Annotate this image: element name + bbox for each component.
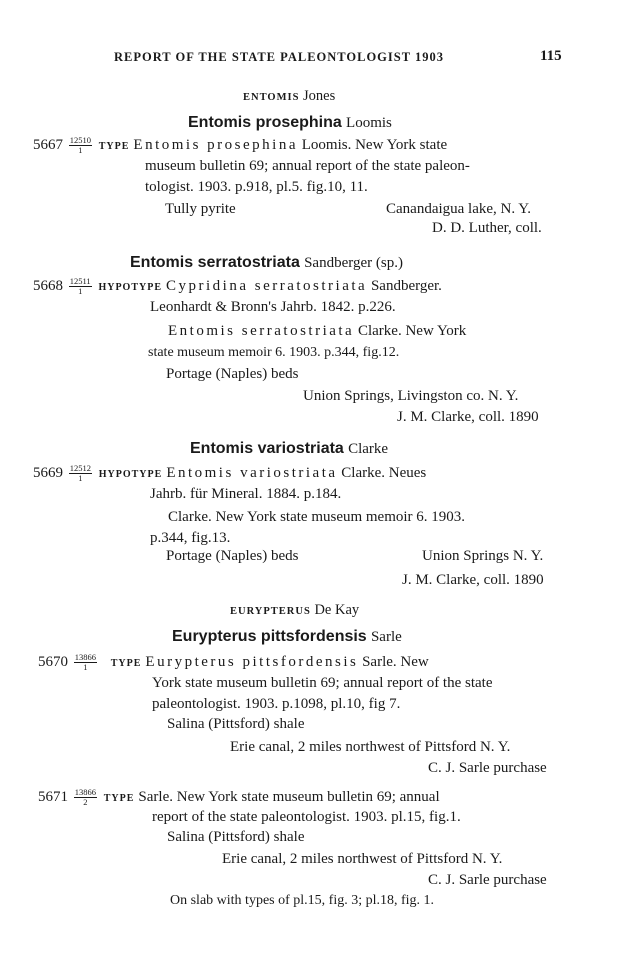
species-name: Entomis prosephina <box>188 114 342 131</box>
type-tag: TYPE <box>110 657 142 669</box>
species-heading <box>190 438 388 458</box>
specimen-note: On slab with types of pl.15, fig. 3; pl.18, fig. 1. <box>170 893 435 908</box>
running-header: REPORT OF THE STATE PALEONTOLOGIST 1903 <box>114 50 444 64</box>
citation-line: Jahrb. für Mineral. 1884. p.184. <box>150 486 342 502</box>
species-heading <box>172 626 402 646</box>
citation-line: state museum memoir 6. 1903. p.344, fig.12. <box>148 345 400 360</box>
species-spaced: Entomis prosephina <box>133 136 298 153</box>
locality: Erie canal, 2 miles northwest of Pittsford N. Y. <box>222 851 503 867</box>
genus-name: EURYPTERUS <box>230 606 311 617</box>
horizon: Salina (Pittsford) shale <box>167 716 305 732</box>
species-heading <box>130 252 403 272</box>
specimen-fraction: $\frac{13866}{1}$ <box>74 652 96 672</box>
species-heading <box>188 112 392 132</box>
citation-line: Leonhardt & Bronn's Jahrb. 1842. p.226. <box>150 299 396 315</box>
specimen-fraction: $\frac{12510}{1}$ <box>69 135 91 155</box>
collector: C. J. Sarle purchase <box>428 872 547 888</box>
collector: J. M. Clarke, coll. 1890 <box>402 572 544 588</box>
catalog-number: 5667 <box>33 136 63 153</box>
citation-line <box>168 323 466 340</box>
catalog-number: 5669 <box>33 464 63 481</box>
citation-line: museum bulletin 69; annual report of the state paleon- <box>145 158 470 174</box>
collector: C. J. Sarle purchase <box>428 760 547 776</box>
catalog-entry <box>38 653 429 672</box>
citation-line: York state museum bulletin 69; annual report of the state <box>152 675 493 691</box>
catalog-entry <box>38 788 440 807</box>
species-name: Entomis serratostriata <box>130 254 300 271</box>
citation-line: report of the state paleontologist. 1903. pl.15, fig.1. <box>152 809 461 825</box>
horizon: Tully pyrite <box>165 201 236 217</box>
specimen-fraction: $\frac{12511}{1}$ <box>69 276 91 296</box>
catalog-number: 5671 <box>38 788 68 805</box>
catalog-entry <box>33 277 442 296</box>
type-tag: TYPE <box>103 792 135 804</box>
genus-heading <box>230 602 359 619</box>
type-tag: TYPE <box>98 140 130 152</box>
genus-name: ENTOMIS <box>243 92 300 103</box>
locality: Union Springs N. Y. <box>422 548 544 564</box>
page-number: 115 <box>540 48 562 64</box>
citation-text: Clarke. Neues <box>337 464 427 481</box>
horizon: Salina (Pittsford) shale <box>167 829 305 845</box>
catalog-number: 5668 <box>33 277 63 294</box>
locality: Erie canal, 2 miles northwest of Pittsford N. Y. <box>230 739 511 755</box>
species-name: Eurypterus pittsfordensis <box>172 628 367 645</box>
species-author: Sandberger (sp.) <box>304 255 403 271</box>
horizon: Portage (Naples) beds <box>166 548 299 564</box>
citation-text: Sarle. New York state museum bulletin 69; annual <box>138 788 440 805</box>
locality: Union Springs, Livingston co. N. Y. <box>303 388 519 404</box>
species-name: Entomis variostriata <box>190 440 344 457</box>
citation-text: Clarke. New York <box>354 323 467 339</box>
citation-text: Sarle. New <box>358 653 429 670</box>
catalog-entry <box>33 464 426 483</box>
catalog-number: 5670 <box>38 653 68 670</box>
type-tag: HYPOTYPE <box>98 281 162 293</box>
species-author: Sarle <box>370 629 402 645</box>
specimen-fraction: $\frac{13866}{2}$ <box>74 787 96 807</box>
species-spaced: Eurypterus pittsfordensis <box>145 653 359 670</box>
species-spaced: Cypridina serratostriata <box>166 277 368 294</box>
locality: Canandaigua lake, N. Y. <box>386 201 531 217</box>
citation-line: p.344, fig.13. <box>150 530 231 546</box>
species-author: Loomis <box>346 115 392 131</box>
collector: J. M. Clarke, coll. 1890 <box>397 409 539 425</box>
citation-line: tologist. 1903. p.918, pl.5. fig.10, 11. <box>145 179 368 195</box>
collector: D. D. Luther, coll. <box>432 220 542 236</box>
catalog-entry <box>33 136 447 155</box>
species-spaced: Entomis variostriata <box>166 464 338 481</box>
citation-text: Sandberger. <box>367 277 442 294</box>
genus-author: De Kay <box>314 602 360 618</box>
specimen-fraction: $\frac{12512}{1}$ <box>69 463 91 483</box>
citation-text: Loomis. New York state <box>298 136 448 153</box>
citation-line: Clarke. New York state museum memoir 6. 1903. <box>168 509 466 525</box>
genus-author: Jones <box>303 88 336 104</box>
genus-heading <box>243 88 335 105</box>
horizon: Portage (Naples) beds <box>166 366 299 382</box>
type-tag: HYPOTYPE <box>98 468 163 480</box>
citation-line: paleontologist. 1903. p.1098, pl.10, fig 7. <box>152 696 401 712</box>
species-author: Clarke <box>348 441 389 457</box>
species-spaced: Entomis serratostriata <box>168 323 355 339</box>
